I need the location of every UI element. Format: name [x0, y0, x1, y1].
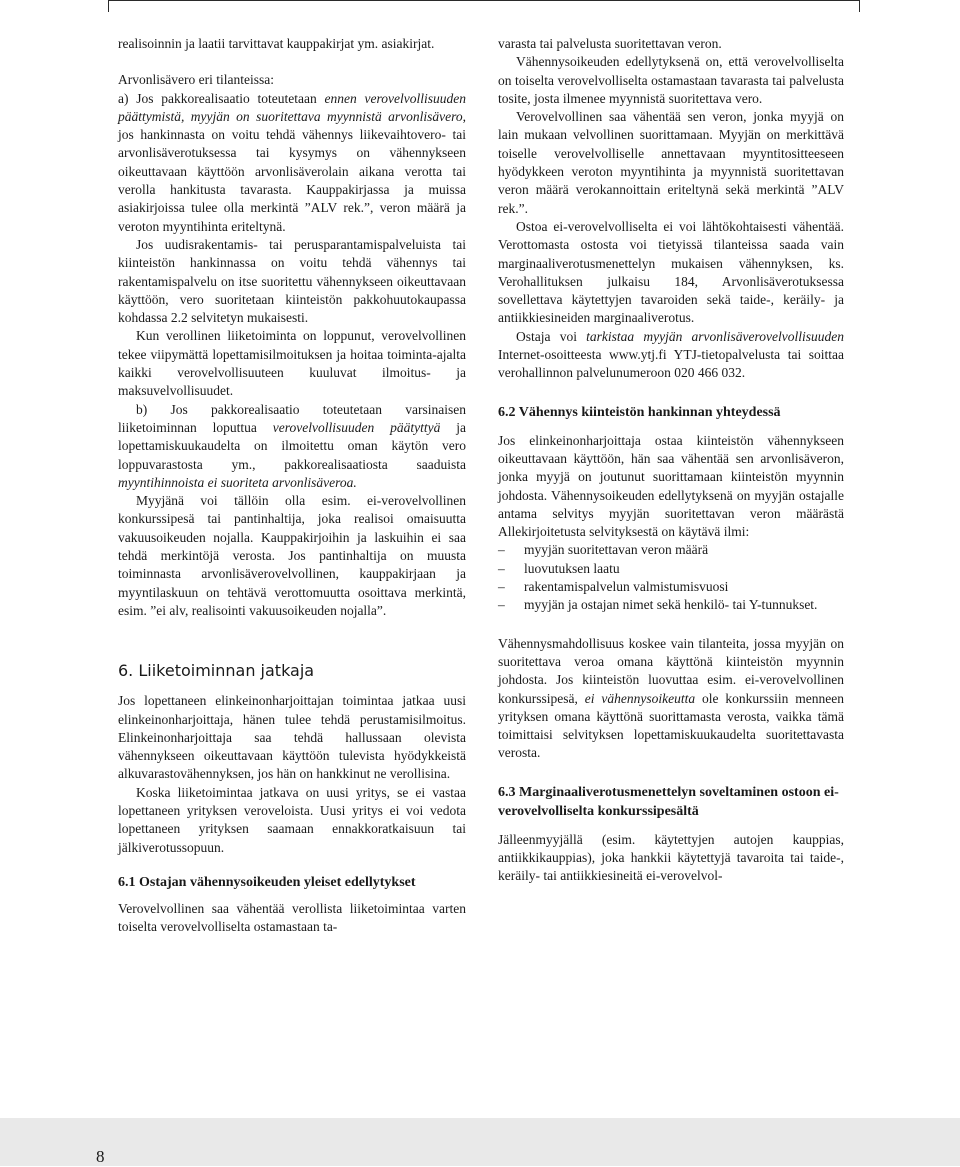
paragraph: varasta tai palvelusta suoritettavan veron. [498, 36, 722, 51]
paragraph: Kun verollinen liiketoiminta on loppunut, verovelvollinen tekee viipymättä lopettamisilmoituksen ja hoitaa toiminta-ajalta kaikki verovelvollisuuteen kuuluvat ilmoitus- ja maksuvelvollisuudet. [118, 328, 466, 399]
subsection-heading: 6.2 Vähennys kiinteistön hankinnan yhteydessä [498, 404, 781, 420]
paragraph [118, 401, 466, 492]
paragraph [498, 635, 844, 763]
paragraph: Vähennysoikeuden edellytyksenä on, että verovelvolliselta on toiselta verovelvolliselta ostamastaan tavarasta tai palvelusta tosite, josta ilmenee myynnistä suoritettava vero. [498, 54, 844, 106]
paragraph: Jos lopettaneen elinkeinonharjoittajan toimintaa jatkaa uusi elinkeinonharjoittaja, hänen tulee tehdä perustamisilmoitus. Elinkeinonharjoittaja saa tehdä hallussaan olevista vähennykseen oikeuttavaan käyttöön tulevista hyödykkeistä alkuvarastovähennyksen, jos hän on hankkinut ne verollisina. [118, 693, 466, 782]
emphasis: myyntihinnoista ei suoriteta arvonlisäveroa. [118, 474, 357, 490]
text-run: Vähennysmahdollisuus koskee vain tilanteita, jossa myyjän on suoritettava veroa omana käyttönä kiinteistön myynnin johdosta. Jos kiinteistön luovuttaa esim. ei-verovelvollinen konkurssipesä, [498, 635, 844, 706]
paragraph: Myyjänä voi tällöin olla esim. ei-verovelvollinen konkurssipesä tai pantinhaltija, joka realisoi omaisuutta vakuusoikeuden nojalla. Kauppakirjoihin ja laskuihin ei saa tehdä merkintöjä verosta. Jos pantinhaltija on muusta toiminnasta arvonlisäverovelvollinen, kauppakirjaan ja myyntilaskuun on tehtävä verottomuutta osoittava merkintä, esim. ”ei alv, realisointi vakuusoikeuden nojalla”. [118, 493, 466, 618]
requirements-list [498, 541, 844, 614]
top-border-line [108, 0, 860, 1]
paragraph: Verovelvollinen saa vähentää verollista liiketoimintaa varten toiselta verovelvolliselta ostamastaan ta- [118, 900, 466, 935]
list-item: – rakentamispalvelun valmistumisvuosi [498, 578, 844, 596]
text-run: a) Jos pakkorealisaatio toteutetaan [118, 90, 325, 106]
left-column [118, 35, 466, 936]
paragraph: realisoinnin ja laatii tarvittavat kauppakirjat ym. asiakirjat. [118, 36, 435, 51]
subsection-heading: 6.3 Marginaaliverotusmenettelyn soveltaminen ostoon ei-verovelvolliselta konkurssipesältä [498, 784, 839, 819]
list-item: – myyjän ja ostajan nimet sekä henkilö- tai Y-tunnukset. [498, 596, 844, 614]
list-item: – luovutuksen laatu [498, 560, 844, 578]
paragraph [498, 328, 844, 383]
paragraph: Verovelvollinen saa vähentää sen veron, jonka myyjä on lain mukaan velvollinen suorittamaan. Myyjän on merkittävä toiselle verovelvolliselle annettavaan myyntitositteeseen hyödykkeen veroton myyntihinta ja myynnistä suoritettavan veron määrä verokannoittain eriteltynä sekä merkintä ”ALV rek.”. [498, 109, 844, 216]
subsection-heading: 6.1 Ostajan vähennysoikeuden yleiset edellytykset [118, 874, 416, 890]
emphasis: ei vähennysoikeutta [584, 690, 696, 706]
emphasis: tarkistaa myyjän arvonlisäverovelvollisuuden [586, 328, 844, 344]
text-run: b) Jos pakkorealisaatio toteutetaan varsinaisen liiketoiminnan loputtua [118, 401, 466, 435]
paragraph: Jos elinkeinonharjoittaja ostaa kiinteistön vähennykseen oikeuttavaan käyttöön, hän saa vähentää sen arvonlisäveron, jonka myyjä on joutunut suorittamaan kiinteistön myynnin johdosta. Vähennysoikeuden edellytyksenä on myyjän ostajalle antama selvitys myyjän suoritettavan veron määrästä Allekirjoitetusta selvityksestä on käytävä ilmi: [498, 432, 844, 540]
paragraph: Jos uudisrakentamis- tai perusparantamispalveluista tai kiinteistön hankinnassa on voitu tehdä vähennys tai rakentamispalvelu on itse suoritettu vähennykseen oikeuttavaan käyttöön, vero suoritetaan kiinteistön pakkohuutokaupassa kohdassa 2.2 selvitetyn mukaisesti. [118, 236, 466, 326]
page-number: 8 [96, 1147, 105, 1166]
paragraph: Arvonlisävero eri tilanteissa: [118, 72, 274, 88]
text-run: , jos hankinnasta on voitu tehdä vähennys liikevaihtovero- tai arvonlisäverotuksessa tai kysymys on vähennykseen oikeuttavaan käyttöön arvonlisäverolain aikana verotta tai verolla hankitusta tavarasta. Kauppakirjassa ja muissa asiakirjoissa tulee olla merkintä ”ALV rek.”, veron määrä ja veroton myyntihinta eriteltynä. [118, 108, 466, 234]
right-column [498, 35, 844, 886]
footer-band [0, 1118, 960, 1166]
text-run: ja lopettamiskuukaudelta on ilmoitettu oman käytön vero loppuvarastosta ym., pakkorealisaatiosta saaduista [118, 419, 466, 472]
text-run: ole konkurssiin menneen yrityksen omana käyttönä suorittamasta verosta, vaikka tämä toimittaisi selvityksen lopettamiskuukaudelta suoritettavasta verosta. [498, 690, 844, 761]
right-border-line [859, 0, 860, 12]
list-item: – myyjän suoritettavan veron määrä [498, 541, 844, 559]
text-run: Internet-osoitteesta www.ytj.fi YTJ-tietopalvelusta tai soittaa verohallinnon palvelunumeroon 020 466 032. [498, 347, 844, 381]
paragraph: Jälleenmyyjällä (esim. käytettyjen autojen kauppias, antiikkikauppias), joka hankkii käytettyjä tavaroita tai taide-, keräily- tai antiikkiesineitä ei-verovelvol- [498, 831, 844, 884]
text-run: Ostaja voi [516, 328, 587, 344]
emphasis: verovelvollisuuden päätyttyä [272, 419, 441, 435]
emphasis: ennen verovelvollisuuden päättymistä, myyjän on suoritettava myynnistä arvonlisävero [118, 90, 466, 124]
paragraph: Ostoa ei-verovelvolliselta ei voi lähtökohtaisesti vähentää. Verottomasta ostosta voi tietyissä tilanteissa saada vain marginaaliverotusmenettelyn mukaisen vähennyksen, ks. Verohallituksen julkaisu 184, Arvonlisäverotuksessa sovellettava käytettyjen tavaroiden sekä taide-, keräily- ja antiikkiesineiden marginaaliverotus. [498, 218, 844, 326]
left-border-line [108, 0, 109, 12]
section-heading: 6. Liiketoiminnan jatkaja [118, 661, 315, 681]
paragraph [118, 90, 466, 236]
paragraph: Koska liiketoimintaa jatkava on uusi yritys, se ei vastaa lopettaneen yrityksen veroveloista. Uusi yritys ei voi vedota lopettaneen yrityksen saamaan ennakkoratkaisuun tai jälkiverotussopuun. [118, 784, 466, 855]
